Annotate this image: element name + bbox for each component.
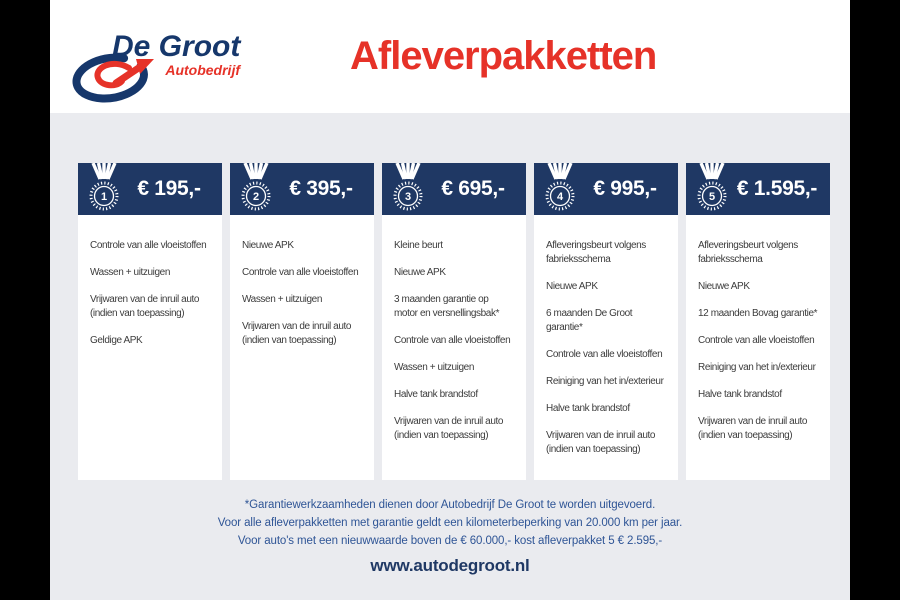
package-header — [382, 163, 526, 215]
package-item: Vrijwaren van de inruil auto (indien van toepassing) — [546, 430, 656, 455]
website-link[interactable]: www.autodegroot.nl — [370, 556, 530, 575]
package-price: € 995,- — [593, 177, 657, 200]
footnotes — [50, 496, 850, 550]
page-title: Afleverpakketten — [350, 34, 657, 78]
package-item: Vrijwaren van de inruil auto (indien van toepassing) — [242, 321, 352, 346]
package-item: Wassen + uitzuigen — [394, 362, 474, 373]
package-item: Wassen + uitzuigen — [242, 294, 322, 305]
package-item: Geldige APK — [90, 335, 143, 346]
medal-icon — [238, 163, 274, 215]
package-item: Nieuwe APK — [394, 267, 446, 278]
package-card — [534, 163, 678, 480]
medal-icon — [542, 163, 578, 215]
package-item: Halve tank brandstof — [698, 389, 782, 400]
medal-icon — [390, 163, 426, 215]
package-item: Vrijwaren van de inruil auto (indien van toepassing) — [698, 416, 808, 441]
package-item: 12 maanden Bovag garantie* — [698, 308, 818, 319]
package-item: Controle van alle vloeistoffen — [394, 335, 511, 346]
package-header — [534, 163, 678, 215]
package-card — [230, 163, 374, 480]
package-item: Controle van alle vloeistoffen — [90, 240, 207, 251]
package-price: € 1.595,- — [736, 177, 818, 200]
package-number: 4 — [556, 191, 564, 203]
de-groot-logo — [72, 26, 257, 108]
package-card — [78, 163, 222, 480]
package-card — [382, 163, 526, 480]
package-item: Controle van alle vloeistoffen — [242, 267, 359, 278]
medal-icon — [694, 163, 730, 215]
package-items — [534, 215, 678, 470]
logo-subtitle: Autobedrijf — [165, 62, 240, 78]
package-item: 6 maanden De Groot garantie* — [546, 308, 633, 333]
package-items — [686, 215, 830, 456]
package-item: Afleveringsbeurt volgens fabrieksschema — [546, 240, 646, 265]
package-number: 3 — [404, 191, 412, 203]
package-item: Nieuwe APK — [546, 281, 598, 292]
header — [50, 0, 850, 113]
package-items — [382, 215, 526, 456]
footnote-line: Voor auto's met een nieuwwaarde boven de € 60.000,- kost afleverpakket 5 € 2.595,- — [237, 535, 663, 547]
package-item: Halve tank brandstof — [394, 389, 478, 400]
package-item: Reiniging van het in/exterieur — [546, 376, 664, 387]
medal-icon — [86, 163, 122, 215]
package-header — [78, 163, 222, 215]
package-item: Nieuwe APK — [698, 281, 750, 292]
package-card — [686, 163, 830, 480]
package-item: Afleveringsbeurt volgens fabrieksschema — [698, 240, 798, 265]
package-item: Halve tank brandstof — [546, 403, 630, 414]
package-item: Vrijwaren van de inruil auto (indien van toepassing) — [394, 416, 504, 441]
package-header — [686, 163, 830, 215]
package-item: Controle van alle vloeistoffen — [546, 349, 663, 360]
package-item: Controle van alle vloeistoffen — [698, 335, 815, 346]
package-item: Reiniging van het in/exterieur — [698, 362, 816, 373]
package-number: 2 — [252, 191, 260, 203]
package-item: Wassen + uitzuigen — [90, 267, 170, 278]
footnote-line: Voor alle afleverpakketten met garantie geldt een kilometerbeperking van 20.000 km per jaar. — [217, 517, 683, 529]
package-item: Vrijwaren van de inruil auto (indien van toepassing) — [90, 294, 200, 319]
package-items — [230, 215, 374, 361]
package-item: 3 maanden garantie op motor en versnellingsbak* — [394, 294, 500, 319]
footnote-line: *Garantiewerkzaamheden dienen door Autobedrijf De Groot te worden uitgevoerd. — [244, 499, 656, 511]
package-item: Kleine beurt — [394, 240, 443, 251]
package-header — [230, 163, 374, 215]
package-items — [78, 215, 222, 361]
logo-name: De Groot — [112, 30, 241, 63]
flyer — [50, 0, 850, 600]
package-item: Nieuwe APK — [242, 240, 294, 251]
package-number: 5 — [708, 191, 716, 203]
package-price: € 395,- — [289, 177, 353, 200]
package-price: € 695,- — [441, 177, 505, 200]
package-number: 1 — [100, 191, 108, 203]
packages-row — [78, 163, 830, 480]
package-price: € 195,- — [137, 177, 201, 200]
